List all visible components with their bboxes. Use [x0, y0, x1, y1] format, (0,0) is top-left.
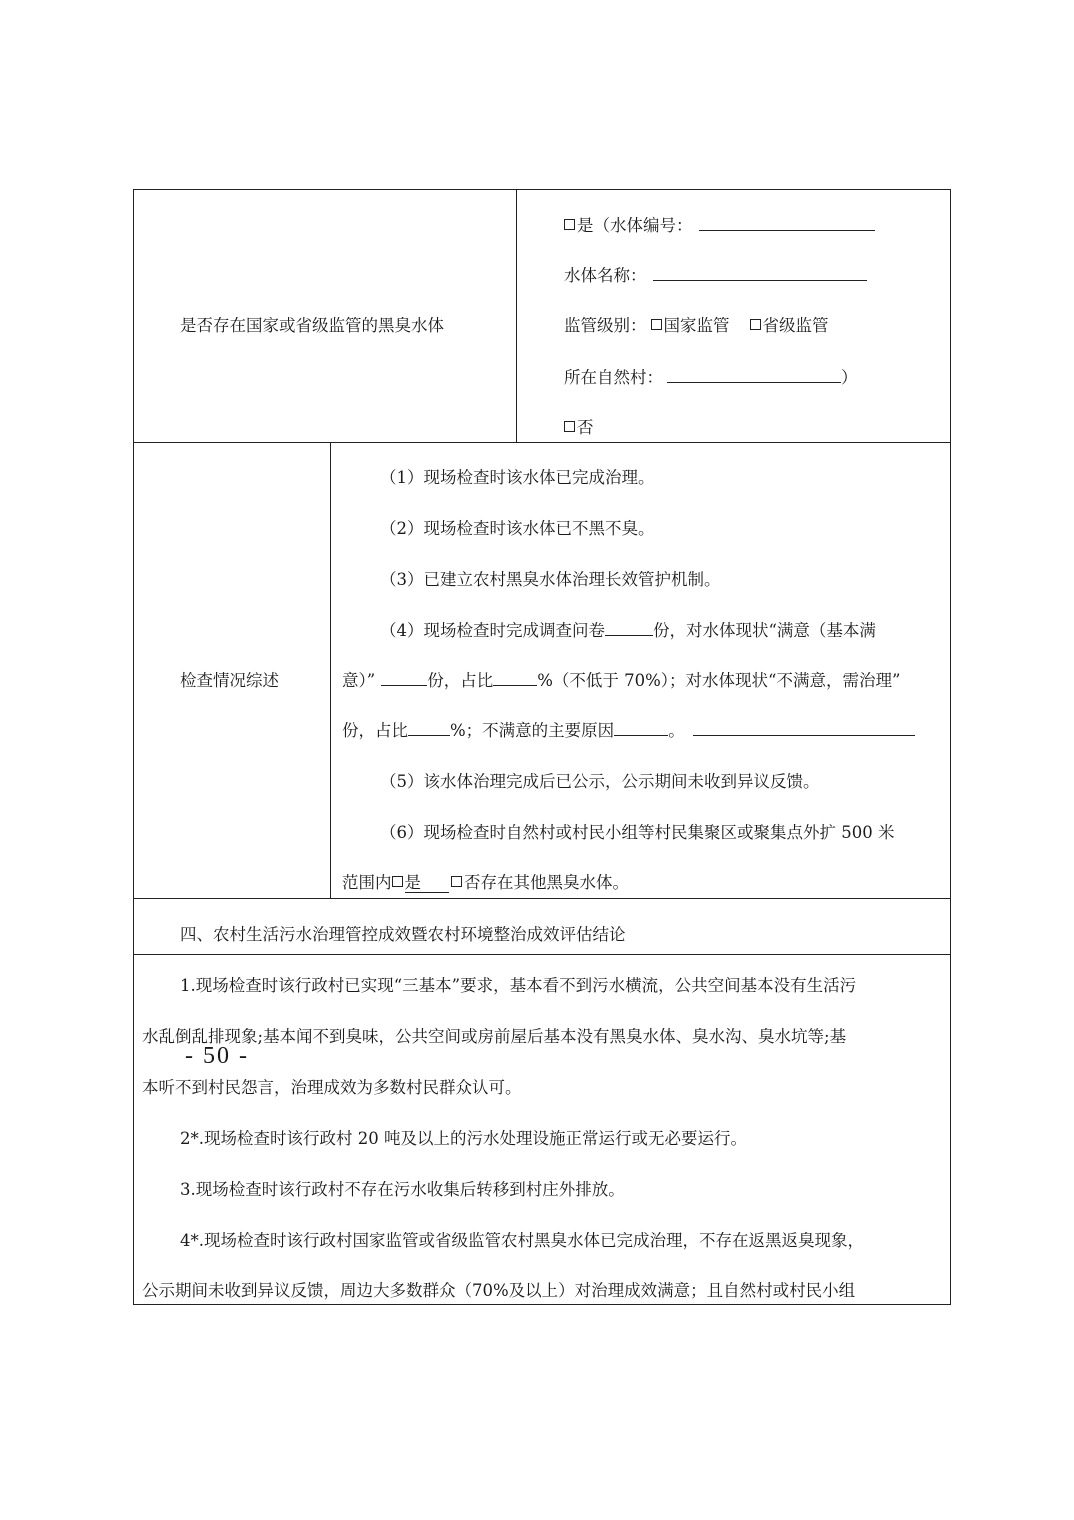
- row-divider-3: [133, 954, 951, 955]
- row-divider-2: [133, 898, 951, 899]
- reason-detail-blank[interactable]: [693, 721, 915, 736]
- item-6-line1: （6）现场检查时自然村或村民小组等村民集聚区或聚集点外扩 500 米: [380, 823, 895, 842]
- item-4-line3: 份，占比 %；不满意的主要原因 。: [342, 721, 915, 741]
- checkbox-icon[interactable]: [451, 876, 462, 887]
- village-blank[interactable]: [667, 368, 841, 383]
- satisfied-count-blank[interactable]: [381, 671, 427, 686]
- checkbox-icon[interactable]: [392, 876, 403, 887]
- checkbox-icon[interactable]: [651, 319, 662, 330]
- item-4-line2: 意）” 份，占比 %（不低于 70%）；对水体现状“不满意，需治理”: [342, 671, 901, 690]
- reason-blank[interactable]: [614, 721, 668, 736]
- checkbox-icon[interactable]: [564, 219, 575, 230]
- village-field[interactable]: 所在自然村： ）: [564, 368, 858, 387]
- conclusion-2: 2*.现场检查时该行政村 20 吨及以上的污水处理设施正常运行或无必要运行。: [180, 1129, 747, 1148]
- conclusion-4-line2: 公示期间未收到异议反馈，周边大多数群众（70%及以上）对治理成效满意；且自然村或村民小组: [142, 1281, 856, 1300]
- water-name-field[interactable]: 水体名称：: [564, 266, 867, 286]
- item-5: （5）该水体治理完成后已公示，公示期间未收到异议反馈。: [380, 772, 820, 791]
- satisfied-ratio-blank[interactable]: [493, 671, 537, 686]
- item-3: （3）已建立农村黑臭水体治理长效管护机制。: [380, 570, 721, 589]
- water-name-blank[interactable]: [653, 266, 867, 281]
- water-id-blank[interactable]: [699, 216, 875, 231]
- col-divider-1: [516, 189, 517, 443]
- yes-option[interactable]: 是（水体编号：: [564, 216, 875, 236]
- conclusion-1-line1: 1.现场检查时该行政村已实现“三基本”要求，基本看不到污水横流，公共空间基本没有生活污: [180, 976, 857, 995]
- unsatisfied-ratio-blank[interactable]: [408, 721, 450, 736]
- section4-heading: 四、农村生活污水治理管控成效暨农村环境整治成效评估结论: [180, 925, 626, 944]
- survey-count-blank[interactable]: [605, 621, 653, 636]
- checkbox-icon[interactable]: [564, 421, 575, 432]
- row1-label: 是否存在国家或省级监管的黑臭水体: [180, 316, 444, 335]
- row-divider-1: [133, 442, 951, 443]
- row2-label: 检查情况综述: [180, 671, 279, 690]
- supervision-level: 监管级别： 国家监管 省级监管: [564, 316, 829, 335]
- page-number: - 50 -: [185, 1043, 249, 1069]
- conclusion-4-line1: 4*.现场检查时该行政村国家监管或省级监管农村黑臭水体已完成治理，不存在返黑返臭现象，: [180, 1231, 864, 1250]
- item-6-line2: 范围内 是 否存在其他黑臭水体。: [342, 873, 629, 892]
- item-2: （2）现场检查时该水体已不黑不臭。: [380, 519, 655, 538]
- checkbox-icon[interactable]: [750, 319, 761, 330]
- item-4-line1: （4）现场检查时完成调查问卷 份，对水体现状“满意（基本满: [380, 621, 876, 640]
- conclusion-3: 3.现场检查时该行政村不存在污水收集后转移到村庄外排放。: [180, 1180, 625, 1199]
- col-divider-2: [330, 442, 331, 899]
- no-option[interactable]: 否: [564, 418, 594, 438]
- conclusion-1-line3: 本听不到村民怨言，治理成效为多数村民群众认可。: [142, 1078, 522, 1097]
- item-1: （1）现场检查时该水体已完成治理。: [380, 468, 655, 487]
- conclusion-1-line2: 水乱倒乱排现象;基本闻不到臭味，公共空间或房前屋后基本没有黑臭水体、臭水沟、臭水坑等;基: [142, 1027, 847, 1046]
